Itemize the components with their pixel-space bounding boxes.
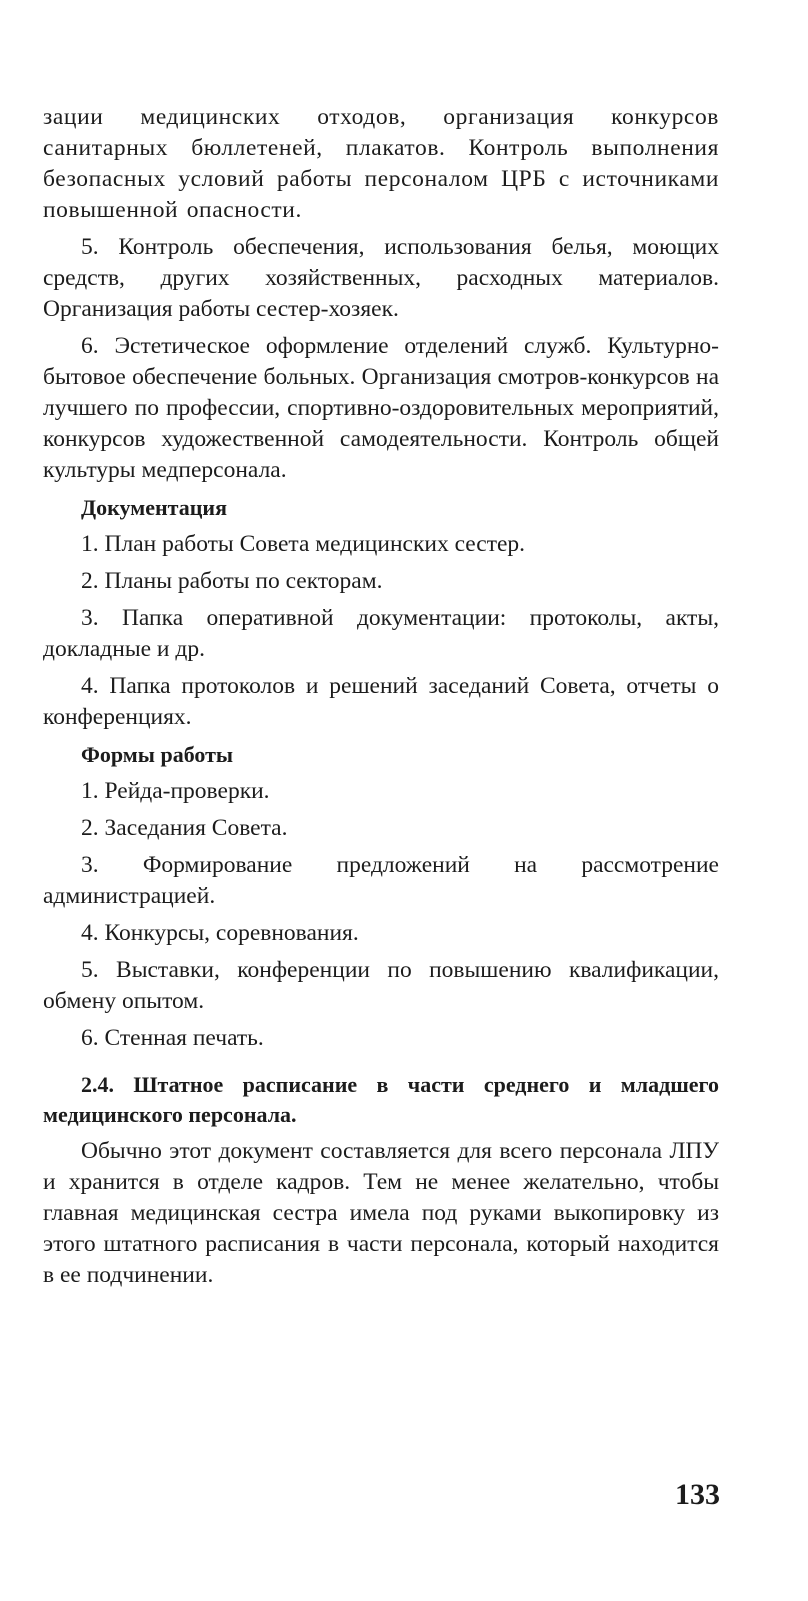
- book-page: [43, 102, 719, 1291]
- documentation-item-2: 2. Планы работы по секторам.: [81, 568, 383, 594]
- paragraph-item-6: 6. Эстетическое оформление отделений служб. Культурно-бытовое обеспечение больных. Организация смотров-конкурсов на лучшего по профессии, спортивно-оздоровительных мероприятий, конкурсов художественной самодеятельности. Контроль общей культуры медперсонала.: [43, 333, 719, 483]
- work-forms-item-1: 1. Рейда-проверки.: [81, 778, 270, 804]
- work-forms-item-4: 4. Конкурсы, соревнования.: [81, 920, 359, 946]
- work-forms-item-2: 2. Заседания Совета.: [81, 815, 288, 841]
- section-body: Обычно этот документ составляется для всего персонала ЛПУ и хранится в отделе кадров. Тем не менее желательно, чтобы главная медицинская сестра имела под руками выкопировку из этого штатного расписания в части персонала, который находится в ее подчинении.: [43, 1138, 719, 1288]
- documentation-heading: Документация: [81, 495, 227, 520]
- section-title: 2.4. Штатное расписание в части среднего и младшего медицинского персонала.: [43, 1072, 719, 1127]
- documentation-item-4: 4. Папка протоколов и решений заседаний Совета, отчеты о конференциях.: [43, 673, 719, 730]
- documentation-item-1: 1. План работы Совета медицинских сестер.: [81, 531, 526, 557]
- page-number: 133: [675, 1478, 720, 1511]
- work-forms-item-3: 3. Формирование предложений на рассмотрение администрацией.: [43, 852, 719, 909]
- paragraph-continuation: зации медицинских отходов, организация конкурсов санитарных бюллетеней, плакатов. Контроль выполнения безопасных условий работы персоналом ЦРБ с источниками повышенной опасности.: [43, 104, 719, 223]
- paragraph-item-5: 5. Контроль обеспечения, использования белья, моющих средств, других хозяйственных, расходных материалов. Организация работы сестер-хозяек.: [43, 234, 719, 322]
- documentation-item-3: 3. Папка оперативной документации: протоколы, акты, докладные и др.: [43, 605, 719, 662]
- work-forms-heading: Формы работы: [81, 742, 234, 767]
- work-forms-item-6: 6. Стенная печать.: [81, 1025, 264, 1051]
- work-forms-item-5: 5. Выставки, конференции по повышению квалификации, обмену опытом.: [43, 957, 719, 1014]
